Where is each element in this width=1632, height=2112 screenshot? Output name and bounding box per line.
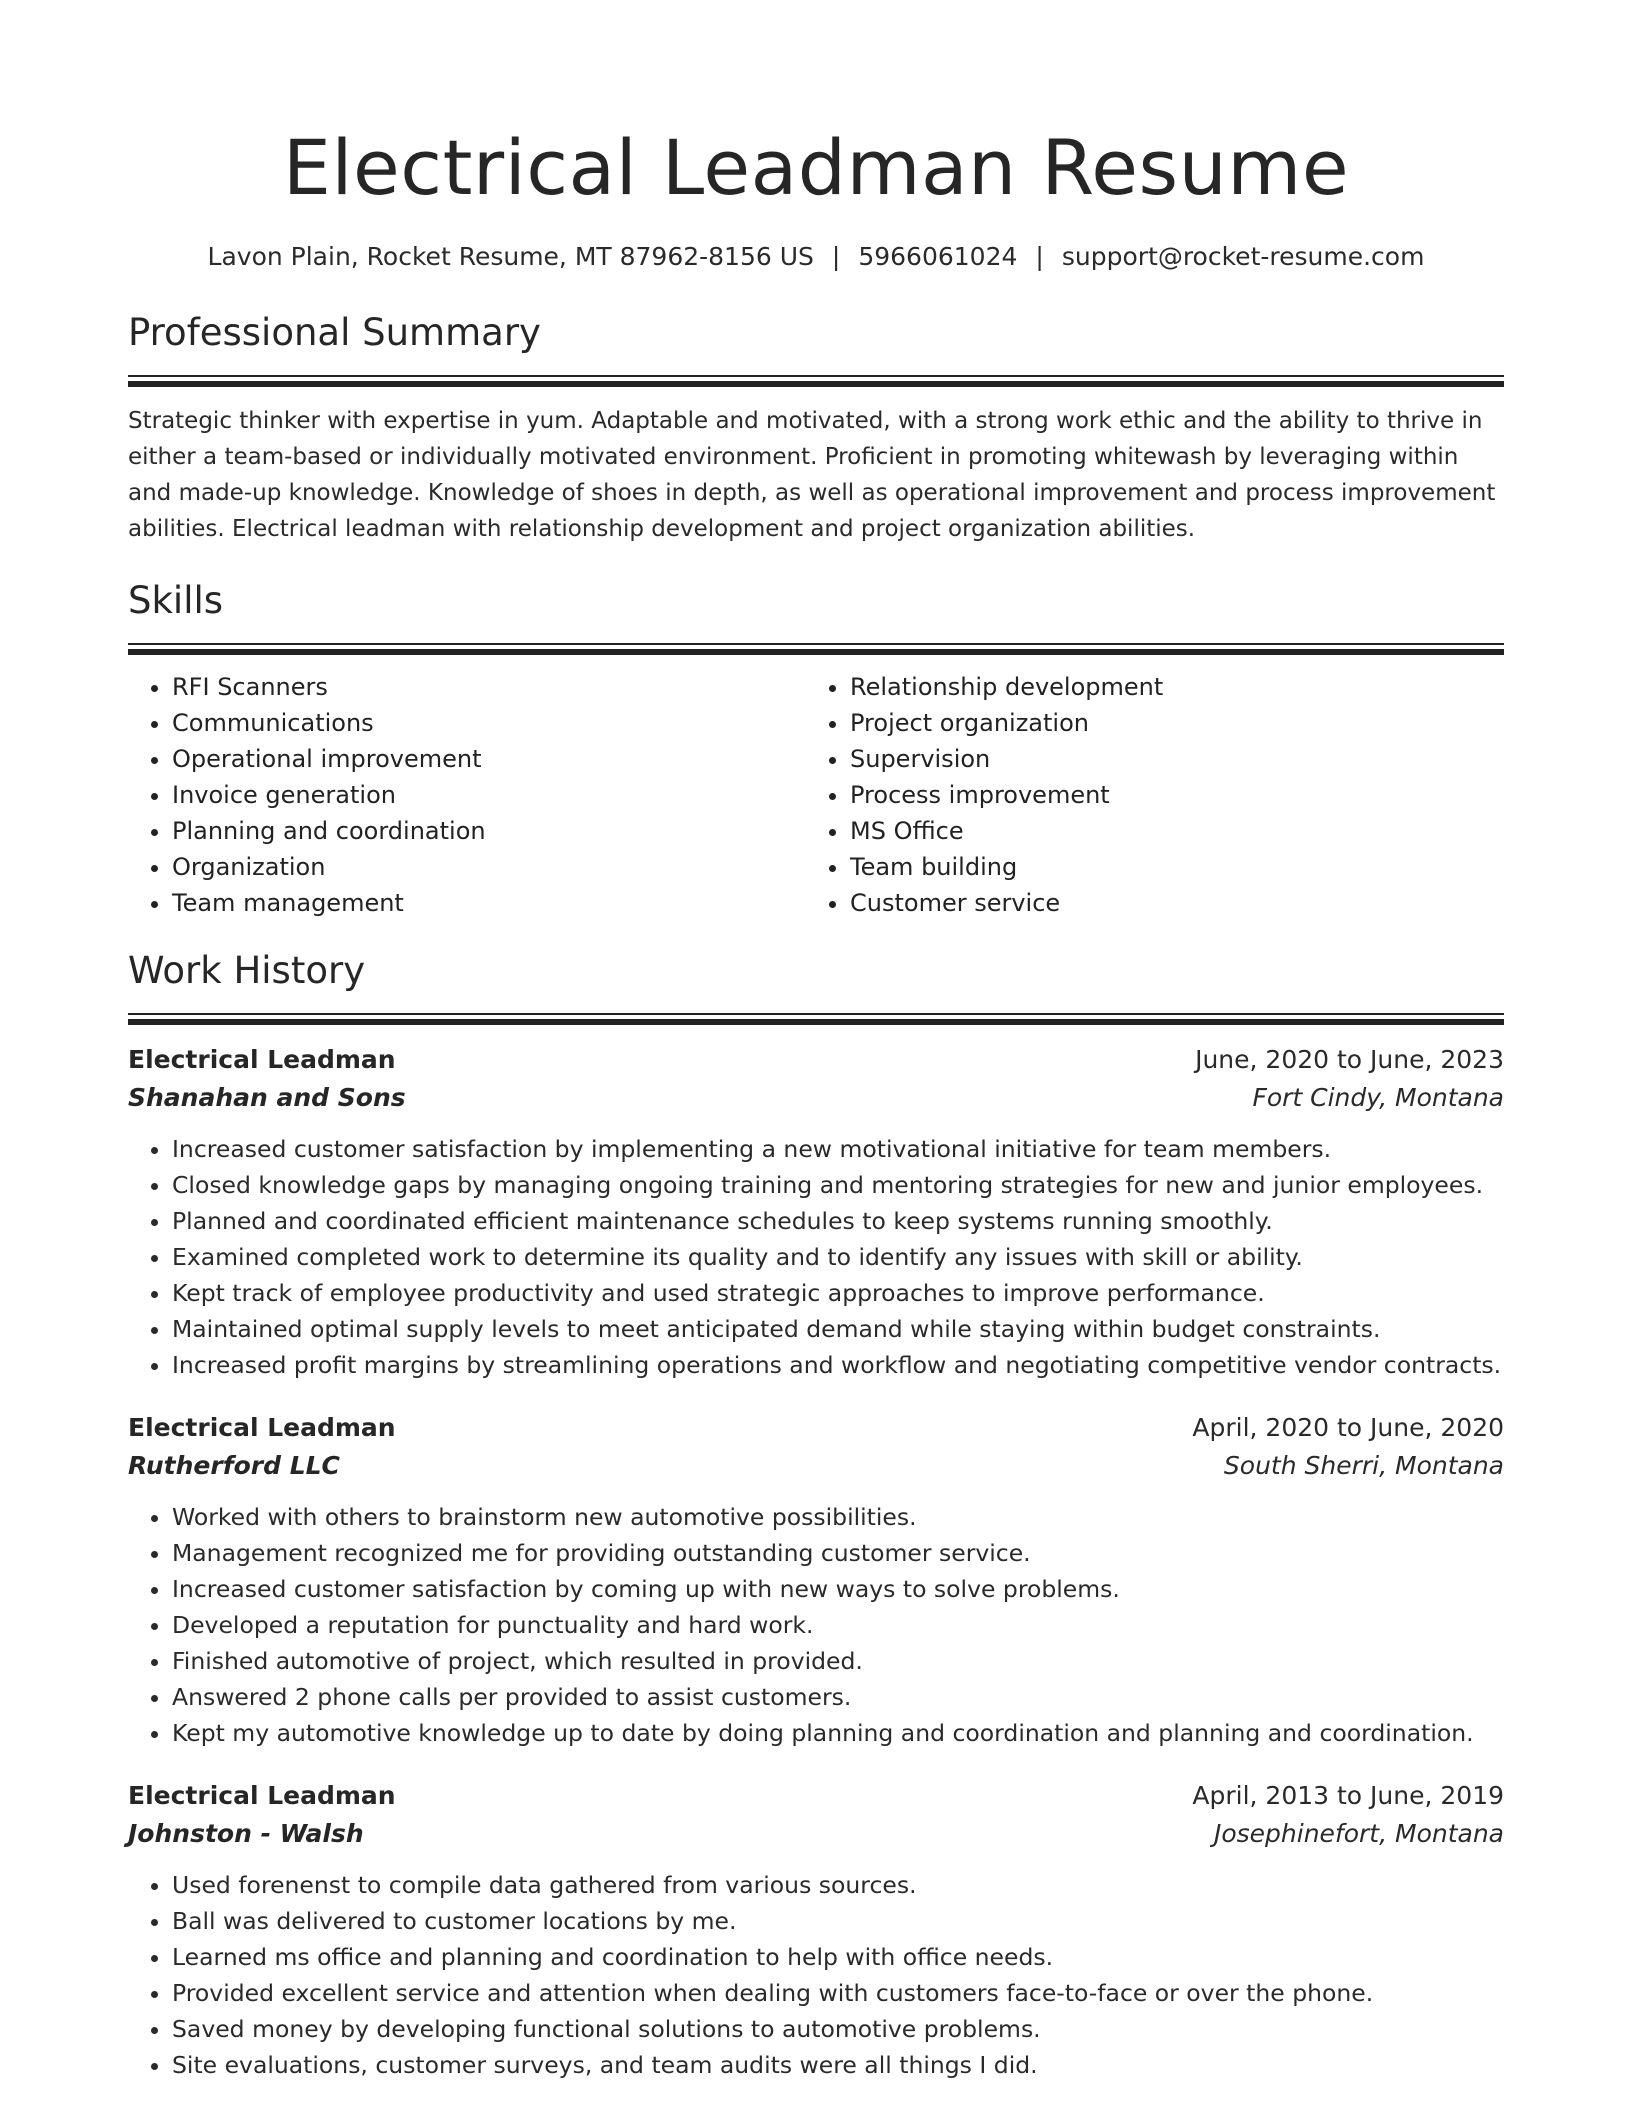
job-bullet: • Maintained optimal supply levels to meet anticipated demand while staying within budget constraints.: [172, 1311, 1504, 1347]
skills-section: [128, 577, 1504, 921]
job-bullet-list: [128, 1131, 1504, 1383]
job-header-row: [128, 1041, 1504, 1079]
job-bullet: • Site evaluations, customer surveys, and team audits were all things I did.: [172, 2047, 1504, 2083]
job-bullet: • Ball was delivered to customer locations by me.: [172, 1903, 1504, 1939]
resume-page: [128, 0, 1504, 2083]
job-header-row: [128, 1777, 1504, 1815]
work-history-heading: Work History: [128, 949, 366, 992]
job-company: Shanahan and Sons: [128, 1083, 406, 1112]
resume-title: Electrical Leadman Resume: [282, 123, 1350, 212]
skill-item: • Invoice generation: [172, 777, 806, 813]
skill-item: • Relationship development: [850, 669, 1484, 705]
skill-item: • Team management: [172, 885, 806, 921]
section-divider: [128, 643, 1504, 655]
contact-separator: |: [1035, 242, 1044, 271]
job-title: Electrical Leadman: [128, 1413, 396, 1442]
job-bullet: • Finished automotive of project, which resulted in provided.: [172, 1643, 1504, 1679]
job-bullet: • Worked with others to brainstorm new automotive possibilities.: [172, 1499, 1504, 1535]
summary-heading: Professional Summary: [128, 311, 541, 354]
skill-item: • MS Office: [850, 813, 1484, 849]
skill-item: • Team building: [850, 849, 1484, 885]
job-bullet: • Developed a reputation for punctuality and hard work.: [172, 1607, 1504, 1643]
summary-section: [128, 309, 1504, 547]
job-company-row: [128, 1447, 1504, 1485]
skills-list-right: [806, 669, 1484, 921]
contact-separator: |: [831, 242, 841, 271]
job-title: Electrical Leadman: [128, 1781, 396, 1810]
job-bullet: • Increased profit margins by streamlining operations and workflow and negotiating competitive vendor contracts.: [172, 1347, 1504, 1383]
skill-item: • Process improvement: [850, 777, 1484, 813]
job-bullet-list: [128, 1867, 1504, 2083]
job-bullet: • Increased customer satisfaction by implementing a new motivational initiative for team members.: [172, 1131, 1504, 1167]
job-bullet-list: [128, 1499, 1504, 1751]
job-entry: [128, 1409, 1504, 1751]
job-bullet: • Provided excellent service and attention when dealing with customers face-to-face or over the phone.: [172, 1975, 1504, 2011]
skill-item: • RFI Scanners: [172, 669, 806, 705]
section-divider: [128, 1013, 1504, 1025]
job-dates: June, 2020 to June, 2023: [1195, 1045, 1504, 1074]
skills-heading: Skills: [128, 579, 224, 622]
skill-item: • Operational improvement: [172, 741, 806, 777]
job-bullet: • Answered 2 phone calls per provided to assist customers.: [172, 1679, 1504, 1715]
skill-item: • Planning and coordination: [172, 813, 806, 849]
summary-text: Strategic thinker with expertise in yum. Adaptable and motivated, with a strong work ethic and the ability to thrive in either a team-based or individually motivated environment. Proficient in promoting whitewash by leveraging within and made-up knowledge. Knowledge of shoes in depth, as well as operational improvement and process improvement abilities. Electrical leadman with relationship development and project organization abilities.: [128, 408, 1496, 542]
job-dates: April, 2013 to June, 2019: [1192, 1781, 1504, 1810]
job-company-row: [128, 1079, 1504, 1117]
contact-email: support@rocket-resume.com: [1061, 242, 1425, 271]
job-dates: April, 2020 to June, 2020: [1192, 1413, 1504, 1442]
job-location: Josephinefort, Montana: [1213, 1819, 1504, 1848]
job-bullet: • Examined completed work to determine its quality and to identify any issues with skill or ability.: [172, 1239, 1504, 1275]
skill-item: • Project organization: [850, 705, 1484, 741]
job-company-row: [128, 1815, 1504, 1853]
job-location: Fort Cindy, Montana: [1252, 1083, 1504, 1112]
job-entry: [128, 1777, 1504, 2083]
skill-item: • Communications: [172, 705, 806, 741]
job-bullet: • Management recognized me for providing outstanding customer service.: [172, 1535, 1504, 1571]
contact-phone: 5966061024: [858, 242, 1018, 271]
job-company: Johnston - Walsh: [128, 1819, 364, 1848]
work-history-section: [128, 947, 1504, 2083]
skills-columns: [128, 669, 1504, 921]
contact-line: [128, 240, 1504, 274]
job-bullet: • Saved money by developing functional solutions to automotive problems.: [172, 2011, 1504, 2047]
job-bullet: • Kept my automotive knowledge up to date by doing planning and coordination and planning and coordination.: [172, 1715, 1504, 1751]
job-bullet: • Learned ms office and planning and coordination to help with office needs.: [172, 1939, 1504, 1975]
section-divider: [128, 375, 1504, 387]
job-company: Rutherford LLC: [128, 1451, 340, 1480]
skill-item: • Customer service: [850, 885, 1484, 921]
job-entry: [128, 1041, 1504, 1383]
job-title: Electrical Leadman: [128, 1045, 396, 1074]
skill-item: • Supervision: [850, 741, 1484, 777]
job-bullet: • Closed knowledge gaps by managing ongoing training and mentoring strategies for new and junior employees.: [172, 1167, 1504, 1203]
job-bullet: • Planned and coordinated efficient maintenance schedules to keep systems running smoothly.: [172, 1203, 1504, 1239]
contact-address: Lavon Plain, Rocket Resume, MT 87962-8156 US: [207, 242, 814, 271]
job-location: South Sherri, Montana: [1223, 1451, 1504, 1480]
skills-list-left: [128, 669, 806, 921]
job-bullet: • Used forenenst to compile data gathered from various sources.: [172, 1867, 1504, 1903]
job-header-row: [128, 1409, 1504, 1447]
skill-item: • Organization: [172, 849, 806, 885]
job-bullet: • Increased customer satisfaction by coming up with new ways to solve problems.: [172, 1571, 1504, 1607]
job-bullet: • Kept track of employee productivity and used strategic approaches to improve performance.: [172, 1275, 1504, 1311]
